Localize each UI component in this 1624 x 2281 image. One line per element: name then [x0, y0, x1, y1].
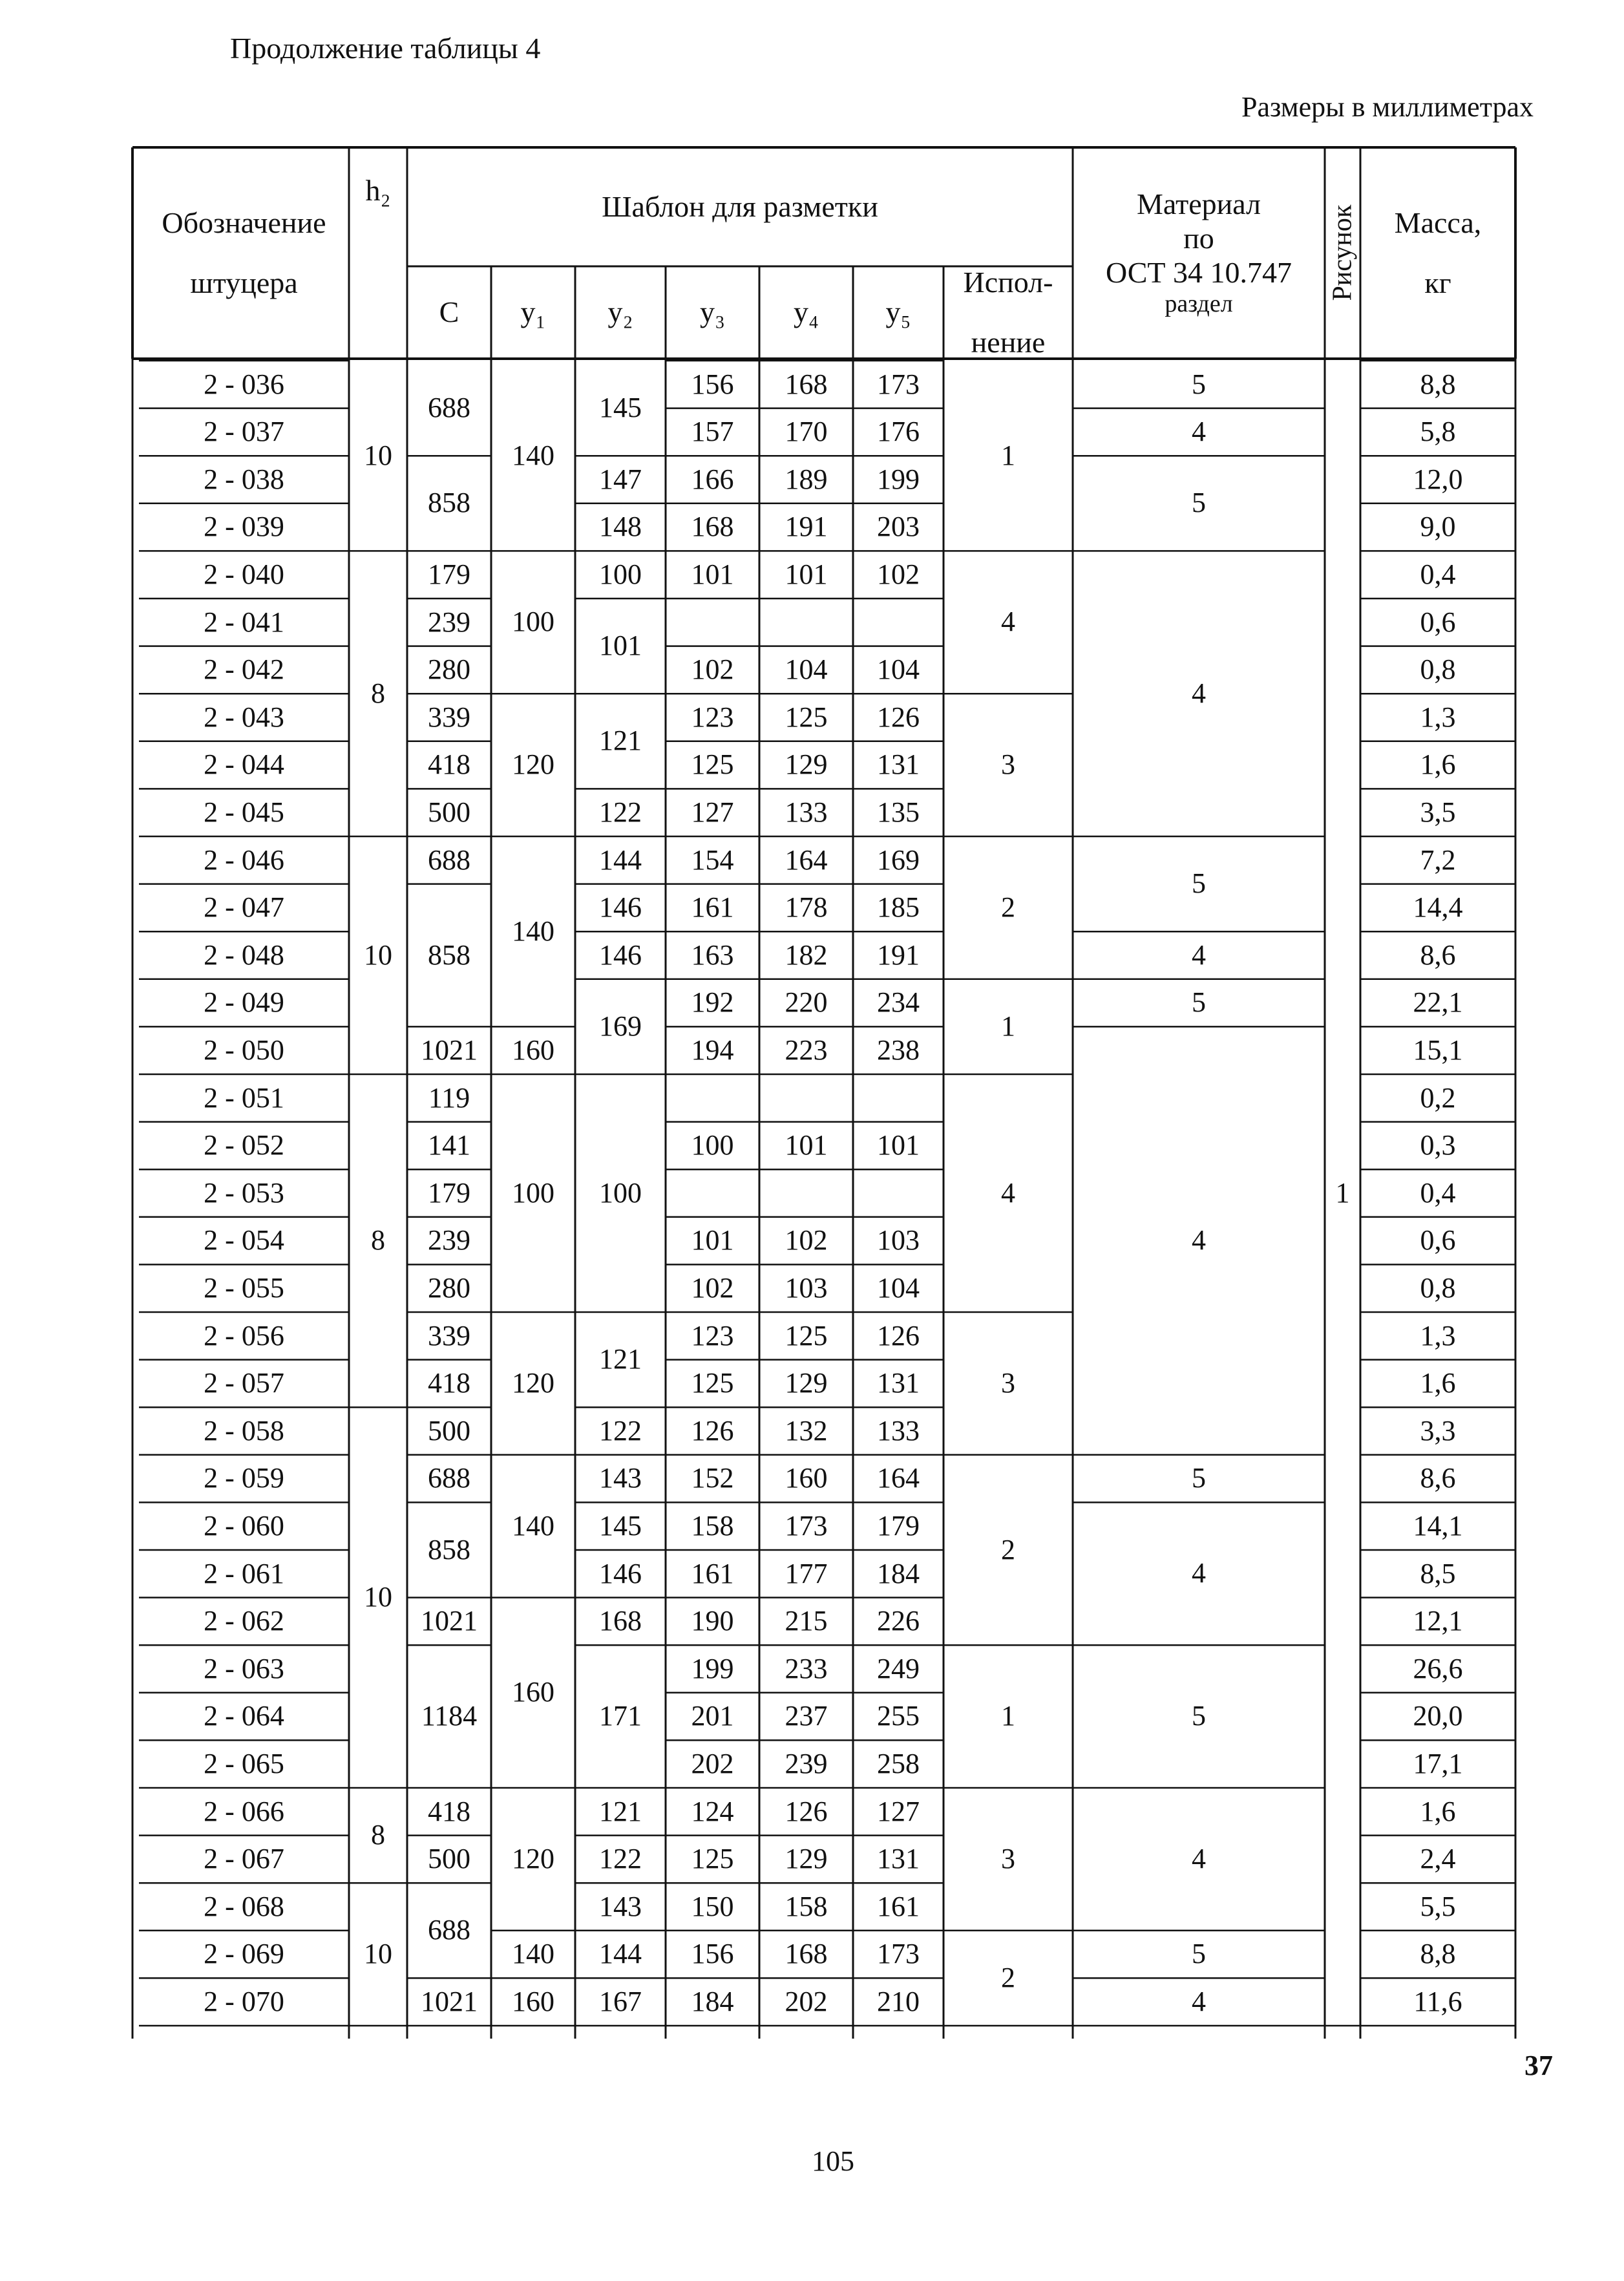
row-y5: 169 — [877, 843, 920, 876]
row-designation: 2 - 055 — [204, 1271, 284, 1304]
row-material: 5 — [1192, 1700, 1206, 1732]
header-c: С — [439, 295, 459, 329]
row-y5: 127 — [877, 1795, 920, 1827]
row-y5: 249 — [877, 1652, 920, 1684]
row-y3: 123 — [691, 701, 734, 733]
row-y3: 168 — [691, 511, 734, 543]
page-number-top: 37 — [1524, 2050, 1553, 2081]
header-template: Шаблон для разметки — [602, 189, 878, 223]
row-y3: 102 — [691, 1271, 734, 1304]
header-figure — [1325, 147, 1360, 359]
row-y4: 220 — [785, 986, 828, 1019]
row-y2: 146 — [599, 891, 642, 924]
row-y5: 131 — [877, 748, 920, 781]
row-mass: 14,1 — [1413, 1509, 1463, 1542]
row-y2: 121 — [599, 1795, 642, 1827]
row-h2: 10 — [364, 439, 392, 471]
header-material-line4: раздел — [1165, 290, 1233, 317]
row-y3 — [666, 1169, 759, 1217]
row-y3: 101 — [691, 1224, 734, 1257]
row-y5: 210 — [877, 1985, 920, 2017]
row-y3: 190 — [691, 1605, 734, 1637]
row-y4: 223 — [785, 1034, 828, 1066]
row-exec: 4 — [1001, 1176, 1015, 1209]
row-y4: 202 — [785, 1985, 828, 2017]
row-mass: 0,6 — [1420, 1224, 1456, 1257]
row-designation: 2 - 059 — [204, 1462, 284, 1494]
row-y2: 100 — [599, 558, 642, 590]
row-c: 141 — [428, 1129, 470, 1162]
header-mass — [1360, 147, 1515, 359]
row-y3: 163 — [691, 939, 734, 971]
row-y2: 167 — [599, 1985, 642, 2017]
row-y3: 126 — [691, 1414, 734, 1447]
row-y2: 143 — [599, 1462, 642, 1494]
row-h2: 10 — [364, 1581, 392, 1613]
row-mass: 7,2 — [1420, 843, 1456, 876]
units-note: Размеры в миллиметрах — [1241, 91, 1534, 123]
row-y4: 170 — [785, 416, 828, 448]
row-y3 — [666, 599, 759, 646]
row-y2: 169 — [599, 1010, 642, 1043]
row-designation: 2 - 057 — [204, 1367, 284, 1399]
row-y3: 202 — [691, 1747, 734, 1779]
row-mass: 0,2 — [1420, 1081, 1456, 1114]
row-designation: 2 - 068 — [204, 1890, 284, 1922]
row-mass: 20,0 — [1413, 1700, 1463, 1732]
header-execution — [944, 266, 1073, 359]
row-mass: 0,8 — [1420, 653, 1456, 686]
row-y1: 140 — [512, 915, 554, 947]
row-designation: 2 - 046 — [204, 843, 284, 876]
row-y4: 168 — [785, 368, 828, 400]
row-designation: 2 - 069 — [204, 1938, 284, 1970]
row-y4: 191 — [785, 511, 828, 543]
row-material: 5 — [1192, 1462, 1206, 1494]
row-y4 — [759, 1074, 853, 1122]
row-designation: 2 - 041 — [204, 606, 284, 638]
row-y4: 101 — [785, 1129, 828, 1162]
row-exec: 1 — [1001, 1700, 1015, 1732]
row-y2: 146 — [599, 1557, 642, 1589]
row-y5: 255 — [877, 1700, 920, 1732]
row-y4 — [759, 599, 853, 646]
row-c: 688 — [428, 1914, 470, 1946]
header-material-line3: ОСТ 34 10.747 — [1105, 256, 1292, 290]
row-designation: 2 - 048 — [204, 939, 284, 971]
row-y1: 120 — [512, 1843, 554, 1875]
header-designation-line2: штуцера — [190, 266, 298, 299]
row-designation: 2 - 061 — [204, 1557, 284, 1589]
row-h2: 8 — [371, 1224, 385, 1257]
row-designation: 2 - 054 — [204, 1224, 284, 1257]
row-y5: 104 — [877, 653, 920, 686]
row-exec: 3 — [1001, 1843, 1015, 1875]
header-material-line2: по — [1183, 222, 1214, 255]
row-y3: 102 — [691, 653, 734, 686]
row-y2: 122 — [599, 796, 642, 828]
row-designation: 2 - 047 — [204, 891, 284, 924]
row-y3: 161 — [691, 1557, 734, 1589]
row-c: 339 — [428, 701, 470, 733]
row-y5 — [853, 1074, 944, 1122]
row-y5: 234 — [877, 986, 920, 1019]
row-designation: 2 - 045 — [204, 796, 284, 828]
row-y2: 121 — [599, 1343, 642, 1375]
row-designation: 2 - 056 — [204, 1319, 284, 1352]
row-c: 1021 — [421, 1985, 478, 2017]
row-y4: 104 — [785, 653, 828, 686]
row-y3: 152 — [691, 1462, 734, 1494]
row-c: 418 — [428, 1795, 470, 1827]
row-y4: 101 — [785, 558, 828, 590]
row-y4: 125 — [785, 1319, 828, 1352]
row-y3: 194 — [691, 1034, 734, 1066]
row-y3: 125 — [691, 1367, 734, 1399]
row-designation: 2 - 038 — [204, 463, 284, 495]
header-designation-line1: Обозначение — [162, 206, 326, 239]
row-c: 119 — [428, 1081, 470, 1114]
row-y4: 233 — [785, 1652, 828, 1684]
row-y1: 140 — [512, 1509, 554, 1542]
row-material: 5 — [1192, 867, 1206, 900]
row-designation: 2 - 062 — [204, 1605, 284, 1637]
row-designation: 2 - 050 — [204, 1034, 284, 1066]
row-mass: 26,6 — [1413, 1652, 1463, 1684]
row-material: 4 — [1192, 939, 1206, 971]
row-designation: 2 - 067 — [204, 1843, 284, 1875]
row-material: 5 — [1192, 368, 1206, 400]
row-y5: 131 — [877, 1367, 920, 1399]
row-y5: 185 — [877, 891, 920, 924]
row-exec: 4 — [1001, 606, 1015, 638]
row-y1: 140 — [512, 439, 554, 471]
table-caption: Продолжение таблицы 4 — [230, 32, 541, 65]
row-y3: 125 — [691, 1843, 734, 1875]
row-c: 858 — [428, 1533, 470, 1565]
row-c: 858 — [428, 487, 470, 519]
row-designation: 2 - 037 — [204, 416, 284, 448]
header-mass-line1: Масса, — [1394, 206, 1482, 239]
row-h2: 8 — [371, 677, 385, 709]
row-designation: 2 - 042 — [204, 653, 284, 686]
header-y5: у₅ — [885, 295, 911, 329]
row-y5: 135 — [877, 796, 920, 828]
row-c: 1021 — [421, 1034, 478, 1066]
row-mass: 1,6 — [1420, 1367, 1456, 1399]
row-mass: 15,1 — [1413, 1034, 1463, 1066]
row-y4: 182 — [785, 939, 828, 971]
row-y4: 126 — [785, 1795, 828, 1827]
row-c: 239 — [428, 1224, 470, 1257]
row-designation: 2 - 060 — [204, 1509, 284, 1542]
row-y5: 102 — [877, 558, 920, 590]
row-y2: 171 — [599, 1700, 642, 1732]
row-c: 1021 — [421, 1605, 478, 1637]
row-material: 5 — [1192, 487, 1206, 519]
row-exec: 3 — [1001, 748, 1015, 781]
row-y5: 191 — [877, 939, 920, 971]
row-y3: 157 — [691, 416, 734, 448]
row-y5: 103 — [877, 1224, 920, 1257]
row-material: 4 — [1192, 1557, 1206, 1589]
row-y2: 168 — [599, 1605, 642, 1637]
row-c: 339 — [428, 1319, 470, 1352]
row-mass: 0,4 — [1420, 558, 1456, 590]
row-mass: 3,5 — [1420, 796, 1456, 828]
row-y2: 122 — [599, 1414, 642, 1447]
header-execution-line1: Испол- — [963, 265, 1053, 299]
row-c: 418 — [428, 1367, 470, 1399]
row-y3: 156 — [691, 368, 734, 400]
row-y5: 126 — [877, 701, 920, 733]
row-y2: 121 — [599, 725, 642, 757]
row-y3: 184 — [691, 1985, 734, 2017]
row-c: 688 — [428, 843, 470, 876]
header-y3: у₃ — [699, 295, 726, 329]
row-y2: 145 — [599, 1509, 642, 1542]
row-y5: 164 — [877, 1462, 920, 1494]
row-y4: 173 — [785, 1509, 828, 1542]
row-mass: 1,6 — [1420, 1795, 1456, 1827]
row-y4 — [759, 1169, 853, 1217]
row-y4: 129 — [785, 1367, 828, 1399]
row-y1: 120 — [512, 1367, 554, 1399]
row-y5: 126 — [877, 1319, 920, 1352]
row-mass: 0,6 — [1420, 606, 1456, 638]
row-exec: 1 — [1001, 439, 1015, 471]
row-y5 — [853, 1169, 944, 1217]
row-y4: 160 — [785, 1462, 828, 1494]
row-exec: 2 — [1001, 1533, 1015, 1565]
row-y5: 199 — [877, 463, 920, 495]
row-exec: 2 — [1001, 1962, 1015, 1994]
row-h2: 10 — [364, 939, 392, 971]
row-y5: 176 — [877, 416, 920, 448]
row-mass: 22,1 — [1413, 986, 1463, 1019]
row-y3 — [666, 1074, 759, 1122]
row-y5: 131 — [877, 1843, 920, 1875]
row-mass: 8,5 — [1420, 1557, 1456, 1589]
row-y5: 203 — [877, 511, 920, 543]
row-mass: 2,4 — [1420, 1843, 1456, 1875]
row-designation: 2 - 043 — [204, 701, 284, 733]
row-designation: 2 - 039 — [204, 511, 284, 543]
row-c: 858 — [428, 939, 470, 971]
row-designation: 2 - 036 — [204, 368, 284, 400]
header-designation — [139, 147, 349, 359]
row-c: 500 — [428, 1414, 470, 1447]
row-c: 179 — [428, 558, 470, 590]
row-designation: 2 - 052 — [204, 1129, 284, 1162]
row-y5: 238 — [877, 1034, 920, 1066]
row-material: 4 — [1192, 1224, 1206, 1257]
row-y4: 133 — [785, 796, 828, 828]
row-mass: 12,1 — [1413, 1605, 1463, 1637]
row-material: 4 — [1192, 1985, 1206, 2017]
header-y2: у₂ — [607, 295, 633, 329]
row-mass: 8,6 — [1420, 1462, 1456, 1494]
row-y1: 100 — [512, 606, 554, 638]
row-y5: 184 — [877, 1557, 920, 1589]
row-mass: 8,8 — [1420, 368, 1456, 400]
row-y1: 120 — [512, 748, 554, 781]
row-y3: 127 — [691, 796, 734, 828]
row-c: 418 — [428, 748, 470, 781]
row-y2: 145 — [599, 392, 642, 424]
header-mass-line2: кг — [1424, 266, 1451, 299]
row-y4: 164 — [785, 843, 828, 876]
row-designation: 2 - 049 — [204, 986, 284, 1019]
row-y4: 103 — [785, 1271, 828, 1304]
row-y3: 166 — [691, 463, 734, 495]
row-y3: 154 — [691, 843, 734, 876]
header-execution-line2: нение — [971, 325, 1046, 359]
row-y2: 100 — [599, 1176, 642, 1209]
row-designation: 2 - 070 — [204, 1985, 284, 2017]
row-c: 239 — [428, 606, 470, 638]
row-material: 5 — [1192, 1938, 1206, 1970]
row-y4: 102 — [785, 1224, 828, 1257]
row-exec: 1 — [1001, 1010, 1015, 1043]
row-y1: 100 — [512, 1176, 554, 1209]
row-designation: 2 - 065 — [204, 1747, 284, 1779]
row-designation: 2 - 040 — [204, 558, 284, 590]
row-y1: 160 — [512, 1676, 554, 1708]
row-y2: 144 — [599, 1938, 642, 1970]
row-y4: 239 — [785, 1747, 828, 1779]
row-mass: 0,4 — [1420, 1176, 1456, 1209]
row-y5: 179 — [877, 1509, 920, 1542]
header-material — [1073, 147, 1325, 359]
row-y3: 150 — [691, 1890, 734, 1922]
row-y5: 104 — [877, 1271, 920, 1304]
row-exec: 3 — [1001, 1367, 1015, 1399]
row-y5: 173 — [877, 1938, 920, 1970]
row-y4: 177 — [785, 1557, 828, 1589]
row-mass: 17,1 — [1413, 1747, 1463, 1779]
row-c: 280 — [428, 653, 470, 686]
row-mass: 5,5 — [1420, 1890, 1456, 1922]
header-material-line1: Материал — [1136, 187, 1261, 221]
row-y3: 192 — [691, 986, 734, 1019]
row-y3: 161 — [691, 891, 734, 924]
row-y4: 129 — [785, 1843, 828, 1875]
row-mass: 1,3 — [1420, 1319, 1456, 1352]
row-material: 5 — [1192, 986, 1206, 1019]
row-h2: 10 — [364, 1938, 392, 1970]
row-y2: 101 — [599, 630, 642, 662]
row-designation: 2 - 044 — [204, 748, 284, 781]
row-y4: 168 — [785, 1938, 828, 1970]
row-mass: 14,4 — [1413, 891, 1463, 924]
row-c: 1184 — [421, 1700, 478, 1732]
row-y5: 133 — [877, 1414, 920, 1447]
row-y1: 160 — [512, 1985, 554, 2017]
row-mass: 0,3 — [1420, 1129, 1456, 1162]
row-y2: 148 — [599, 511, 642, 543]
row-y5: 101 — [877, 1129, 920, 1162]
row-c: 500 — [428, 796, 470, 828]
page-number-bottom: 105 — [812, 2145, 854, 2177]
row-y4: 125 — [785, 701, 828, 733]
row-mass: 3,3 — [1420, 1414, 1456, 1447]
row-c: 179 — [428, 1176, 470, 1209]
row-y5: 161 — [877, 1890, 920, 1922]
row-mass: 5,8 — [1420, 416, 1456, 448]
row-y3: 100 — [691, 1129, 734, 1162]
row-y4: 189 — [785, 463, 828, 495]
row-y3: 124 — [691, 1795, 734, 1827]
row-mass: 1,3 — [1420, 701, 1456, 733]
row-mass: 12,0 — [1413, 463, 1463, 495]
row-y3: 101 — [691, 558, 734, 590]
header-h2: h₂ — [365, 173, 391, 207]
header-figure-label: Рисунок — [1327, 205, 1358, 301]
row-y2: 146 — [599, 939, 642, 971]
row-y2: 122 — [599, 1843, 642, 1875]
row-y1: 160 — [512, 1034, 554, 1066]
row-designation: 2 - 063 — [204, 1652, 284, 1684]
row-y5 — [853, 599, 944, 646]
row-y4: 237 — [785, 1700, 828, 1732]
row-c: 688 — [428, 392, 470, 424]
row-mass: 11,6 — [1413, 1985, 1462, 2017]
row-y5: 226 — [877, 1605, 920, 1637]
row-exec: 2 — [1001, 891, 1015, 924]
row-c: 688 — [428, 1462, 470, 1494]
row-y2: 143 — [599, 1890, 642, 1922]
row-mass: 8,6 — [1420, 939, 1456, 971]
row-mass: 9,0 — [1420, 511, 1456, 543]
header-y1: у₁ — [520, 295, 546, 329]
row-material: 4 — [1192, 1843, 1206, 1875]
row-material: 4 — [1192, 677, 1206, 709]
row-y4: 178 — [785, 891, 828, 924]
row-y3: 156 — [691, 1938, 734, 1970]
row-y4: 215 — [785, 1605, 828, 1637]
row-designation: 2 - 053 — [204, 1176, 284, 1209]
row-y3: 199 — [691, 1652, 734, 1684]
row-designation: 2 - 051 — [204, 1081, 284, 1114]
row-designation: 2 - 064 — [204, 1700, 284, 1732]
row-y4: 129 — [785, 748, 828, 781]
row-c: 280 — [428, 1271, 470, 1304]
row-material: 4 — [1192, 416, 1206, 448]
row-y2: 144 — [599, 843, 642, 876]
row-designation: 2 - 058 — [204, 1414, 284, 1447]
row-y3: 123 — [691, 1319, 734, 1352]
row-y4: 158 — [785, 1890, 828, 1922]
row-y3: 125 — [691, 748, 734, 781]
row-y3: 158 — [691, 1509, 734, 1542]
row-y2: 147 — [599, 463, 642, 495]
row-c: 500 — [428, 1843, 470, 1875]
row-y5: 173 — [877, 368, 920, 400]
row-y3: 201 — [691, 1700, 734, 1732]
row-y1: 140 — [512, 1938, 554, 1970]
row-y4: 132 — [785, 1414, 828, 1447]
row-mass: 0,8 — [1420, 1271, 1456, 1304]
row-designation: 2 - 066 — [204, 1795, 284, 1827]
header-y4: у₄ — [793, 295, 819, 329]
row-mass: 8,8 — [1420, 1938, 1456, 1970]
row-h2: 8 — [371, 1819, 385, 1851]
row-y5: 258 — [877, 1747, 920, 1779]
row-figure: 1 — [1335, 1176, 1350, 1209]
row-mass: 1,6 — [1420, 748, 1456, 781]
